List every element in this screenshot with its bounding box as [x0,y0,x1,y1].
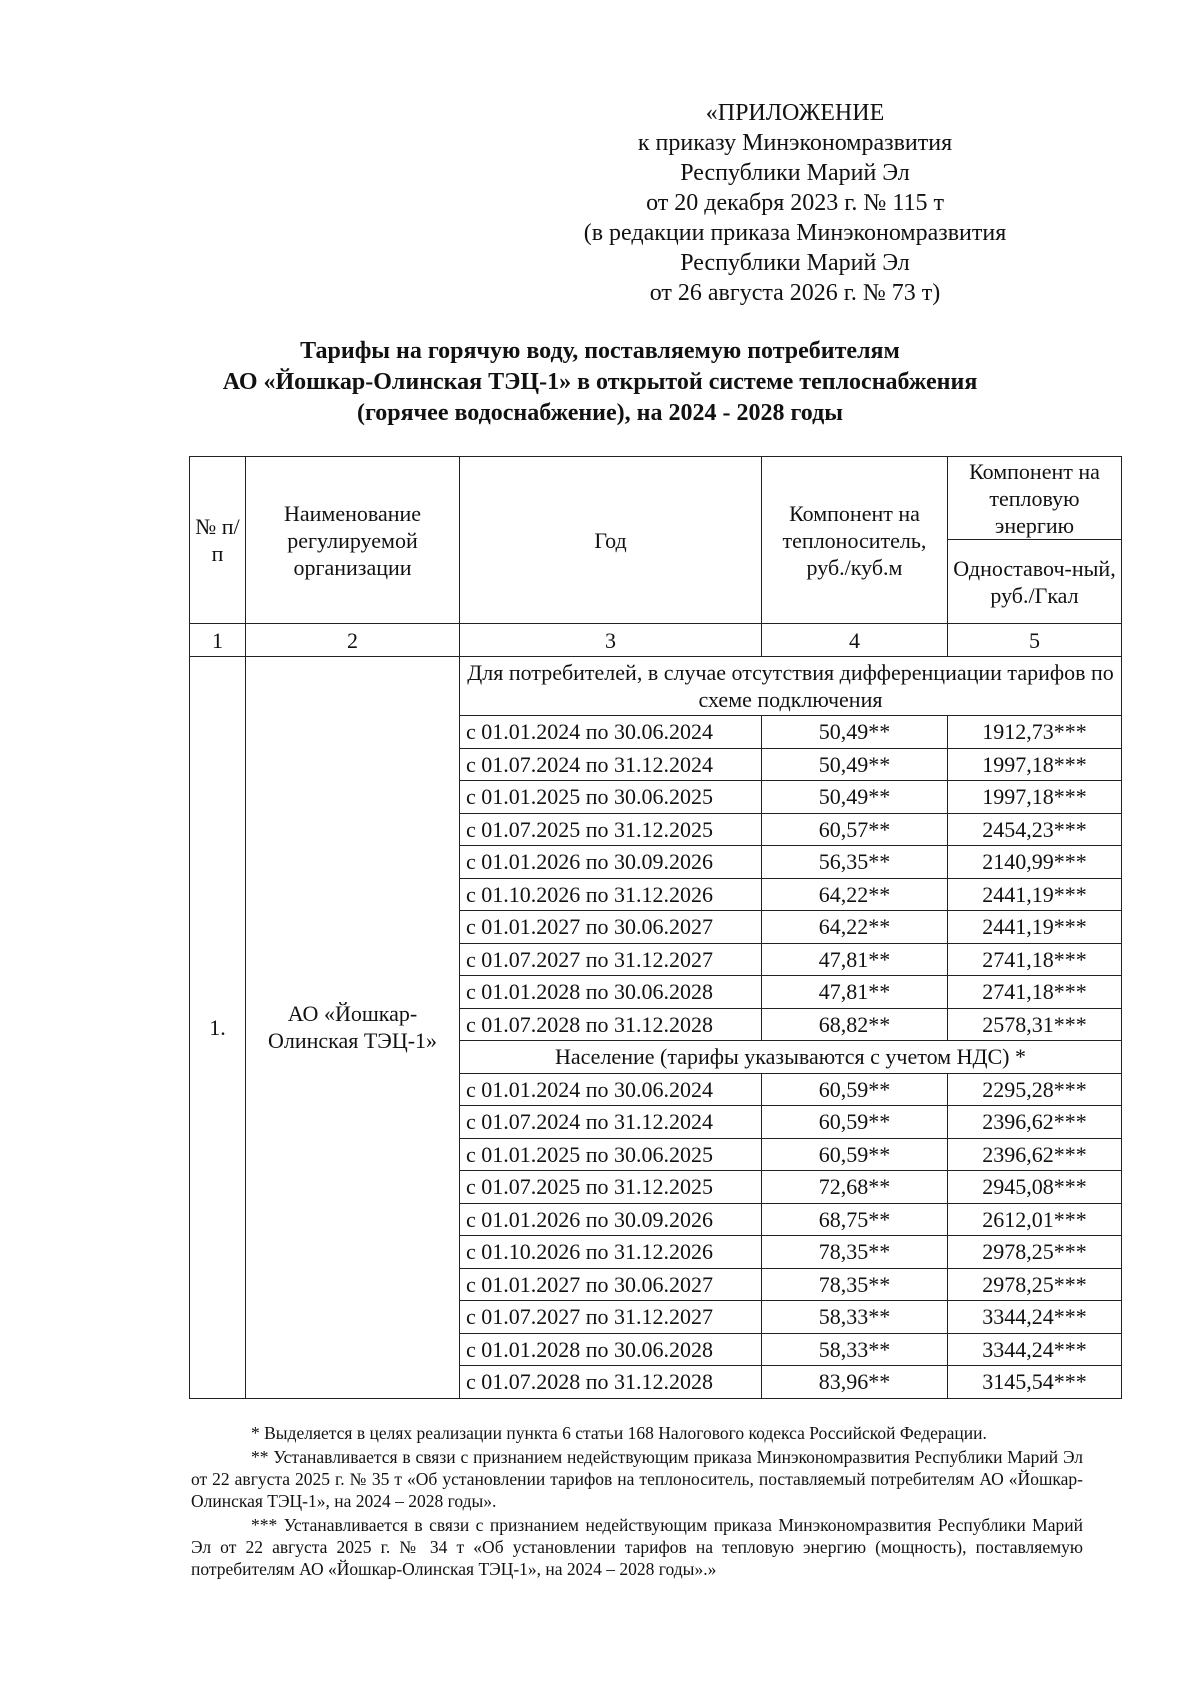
energy-value: 1912,73*** [948,716,1122,749]
period-cell: с 01.07.2024 по 31.12.2024 [460,748,762,781]
header-row-number: № п/п [190,457,246,624]
carrier-value: 58,33** [762,1333,948,1366]
footnotes [191,1422,1083,1582]
carrier-value: 64,22** [762,878,948,911]
carrier-value: 60,59** [762,1073,948,1106]
carrier-value: 68,75** [762,1203,948,1236]
carrier-value: 60,59** [762,1106,948,1139]
period-cell: с 01.07.2025 по 31.12.2025 [460,1171,762,1204]
period-cell: с 01.01.2025 по 30.06.2025 [460,1138,762,1171]
footnote: ** Устанавливается в связи с признанием недействующим приказа Минэкономразвития Республики Марий Эл от 22 августа 2025 г. № 35 т «Об установлении тарифов на теплоноситель, поставляемый потребителям АО «Йошкар-Олинская ТЭЦ-1», на 2024 – 2028 годы». [191,1447,1083,1511]
energy-value: 2578,31*** [948,1008,1122,1041]
header-line: к приказу Минэкономразвития [637,130,953,156]
header-single-rate: Одноставоч-ный, руб./Гкал [948,540,1122,624]
header-carrier-component: Компонент на теплоноситель, руб./куб.м [762,457,948,624]
energy-value: 1997,18*** [948,748,1122,781]
energy-value: 3344,24*** [948,1301,1122,1334]
column-number: 2 [246,624,460,657]
header-line: Республики Марий Эл [680,160,910,186]
energy-value: 2741,18*** [948,976,1122,1009]
energy-value: 1997,18*** [948,781,1122,814]
carrier-value: 83,96** [762,1366,948,1399]
energy-value: 2978,25*** [948,1268,1122,1301]
tariff-table [189,456,1122,1399]
period-cell: с 01.07.2028 по 31.12.2028 [460,1366,762,1399]
period-cell: с 01.01.2028 по 30.06.2028 [460,1333,762,1366]
period-cell: с 01.01.2028 по 30.06.2028 [460,976,762,1009]
energy-value: 3145,54*** [948,1366,1122,1399]
energy-value: 2441,19*** [948,911,1122,944]
carrier-value: 60,57** [762,813,948,846]
section-title: Население (тарифы указываются с учетом НДС) * [460,1041,1122,1074]
title-line: Тарифы на горячую воду, поставляемую потребителям [300,338,900,364]
period-cell: с 01.07.2027 по 31.12.2027 [460,943,762,976]
energy-value: 2978,25*** [948,1236,1122,1269]
period-cell: с 01.07.2024 по 31.12.2024 [460,1106,762,1139]
header-line: «ПРИЛОЖЕНИЕ [705,100,885,126]
carrier-value: 60,59** [762,1138,948,1171]
column-number: 3 [460,624,762,657]
energy-value: 2396,62*** [948,1106,1122,1139]
column-number: 5 [948,624,1122,657]
energy-value: 2140,99*** [948,846,1122,879]
carrier-value: 68,82** [762,1008,948,1041]
period-cell: с 01.07.2025 по 31.12.2025 [460,813,762,846]
section-title: Для потребителей, в случае отсутствия дифференциации тарифов по схеме подключения [460,657,1122,716]
energy-value: 2612,01*** [948,1203,1122,1236]
organization-name: АО «Йошкар-Олинская ТЭЦ-1» [246,657,460,1399]
period-cell: с 01.10.2026 по 31.12.2026 [460,878,762,911]
period-cell: с 01.07.2027 по 31.12.2027 [460,1301,762,1334]
footnote: * Выделяется в целях реализации пункта 6 статьи 168 Налогового кодекса Российской Федерации. [251,1423,987,1443]
carrier-value: 58,33** [762,1301,948,1334]
header-line: Республики Марий Эл [680,250,910,276]
title-line: (горячее водоснабжение), на 2024 - 2028 годы [357,400,843,426]
period-cell: с 01.01.2026 по 30.09.2026 [460,846,762,879]
carrier-value: 64,22** [762,911,948,944]
carrier-value: 50,49** [762,748,948,781]
appendix-header [560,98,1030,308]
energy-value: 2295,28*** [948,1073,1122,1106]
period-cell: с 01.10.2026 по 31.12.2026 [460,1236,762,1269]
carrier-value: 47,81** [762,976,948,1009]
carrier-value: 72,68** [762,1171,948,1204]
energy-value: 2441,19*** [948,878,1122,911]
energy-value: 3344,24*** [948,1333,1122,1366]
carrier-value: 78,35** [762,1236,948,1269]
energy-value: 2945,08*** [948,1171,1122,1204]
period-cell: с 01.01.2026 по 30.09.2026 [460,1203,762,1236]
period-cell: с 01.01.2024 по 30.06.2024 [460,716,762,749]
energy-value: 2396,62*** [948,1138,1122,1171]
period-cell: с 01.01.2025 по 30.06.2025 [460,781,762,814]
carrier-value: 50,49** [762,781,948,814]
footnote: *** Устанавливается в связи с признанием недействующим приказа Минэкономразвития Республики Марий Эл от 22 августа 2025 г. № 34 т «Об установлении тарифов на тепловую энергию (мощность), поставляемую потребителям АО «Йошкар-Олинская ТЭЦ-1», на 2024 – 2028 годы».» [191,1515,1083,1579]
header-line: (в редакции приказа Минэкономразвития [583,220,1007,246]
period-cell: с 01.01.2024 по 30.06.2024 [460,1073,762,1106]
carrier-value: 47,81** [762,943,948,976]
energy-value: 2454,23*** [948,813,1122,846]
document-title [120,336,1080,429]
row-number: 1. [190,657,246,1399]
period-cell: с 01.07.2028 по 31.12.2028 [460,1008,762,1041]
column-number: 1 [190,624,246,657]
period-cell: с 01.01.2027 по 30.06.2027 [460,1268,762,1301]
carrier-value: 78,35** [762,1268,948,1301]
carrier-value: 56,35** [762,846,948,879]
period-cell: с 01.01.2027 по 30.06.2027 [460,911,762,944]
header-year: Год [460,457,762,624]
title-line: АО «Йошкар-Олинская ТЭЦ-1» в открытой системе теплоснабжения [222,369,978,395]
header-line: от 20 декабря 2023 г. № 115 т [646,190,944,216]
header-energy-component: Компонент на тепловую энергию [948,457,1122,540]
carrier-value: 50,49** [762,716,948,749]
header-organization: Наименование регулируемой организации [246,457,460,624]
energy-value: 2741,18*** [948,943,1122,976]
column-number: 4 [762,624,948,657]
header-line: от 26 августа 2026 г. № 73 т) [649,280,941,306]
